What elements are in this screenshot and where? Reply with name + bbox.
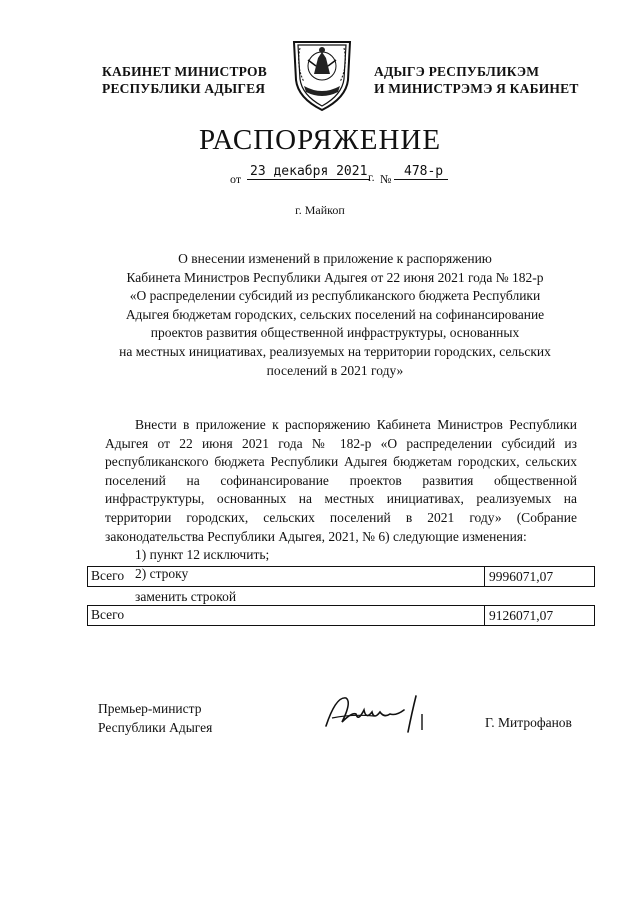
header-right-line1: АДЫГЭ РЕСПУБЛИКЭМ: [374, 64, 540, 79]
table-row-new: [87, 605, 595, 626]
header-left-line1: КАБИНЕТ МИНИСТРОВ: [102, 64, 267, 79]
header-right-line2: И МИНИСТРЭМЭ Я КАБИНЕТ: [374, 81, 579, 96]
number-label: №: [380, 172, 392, 186]
subject-block: [95, 250, 575, 380]
coat-of-arms-emblem: [286, 36, 358, 114]
subject-line: Адыгея бюджетам городских, сельских поселений на софинансирование: [125, 306, 545, 322]
table-cell-label: Всего: [91, 607, 125, 622]
replace-text: заменить строкой: [135, 589, 237, 604]
subject-line: поселений в 2021 году»: [266, 362, 404, 378]
body-paragraph: Внести в приложение к распоряжению Кабинета Министров Республики Адыгея от 22 июня 2021 года № 182-р «О распределении субсидий из республиканского бюджета Республики Адыгея бюджетам городских, сельских поселений на софинансирование проектов развития общественной инфраструктуры, основанных на местных инициативах, реализуемых на территории городских, сельских поселений в 2021 году» (Собрание законодательства Республики Адыгея, 2021, № 6) следующие изменения:: [105, 417, 577, 544]
date-from-label: от: [230, 172, 242, 186]
position-line2: Республики Адыгея: [98, 720, 213, 735]
year-suffix: г.: [368, 170, 375, 184]
date-value: 23 декабря 2021: [250, 164, 368, 179]
header-left: [102, 63, 267, 97]
subject-line: проектов развития общественной инфраструктуры, основанных: [150, 325, 520, 341]
header-right: [374, 63, 579, 97]
table-cell-value: 9996071,07: [484, 567, 595, 586]
date-underline: [247, 179, 370, 180]
signatory-name: Г. Митрофанов: [485, 715, 572, 730]
document-title: РАСПОРЯЖЕНИЕ: [198, 124, 442, 156]
header-left-line2: РЕСПУБЛИКИ АДЫГЕЯ: [102, 81, 266, 96]
date-line: [230, 164, 450, 186]
number-value: 478-р: [404, 164, 444, 179]
table-cell-value: 9126071,07: [484, 606, 595, 625]
subject-line: «О распределении субсидий из республиканского бюджета Республики: [129, 288, 541, 304]
handwritten-signature: [322, 688, 442, 738]
body-item-1: 1) пункт 12 исключить;: [135, 547, 270, 563]
body-text: [105, 416, 577, 583]
body-item-2: 2) строку: [135, 565, 189, 581]
table-cell-label: Всего: [91, 568, 125, 583]
table-row-old: [87, 566, 595, 587]
number-underline: [394, 179, 448, 180]
subject-line: О внесении изменений в приложение к распоряжению: [178, 251, 492, 266]
position-line1: Премьер-министр: [98, 701, 202, 716]
signatory-position: [98, 699, 212, 737]
subject-line: Кабинета Министров Республики Адыгея от 22 июня 2021 года № 182-р: [126, 269, 544, 285]
city: г. Майкоп: [295, 203, 345, 217]
subject-line: на местных инициативах, реализуемых на территории городских, сельских: [119, 343, 551, 359]
